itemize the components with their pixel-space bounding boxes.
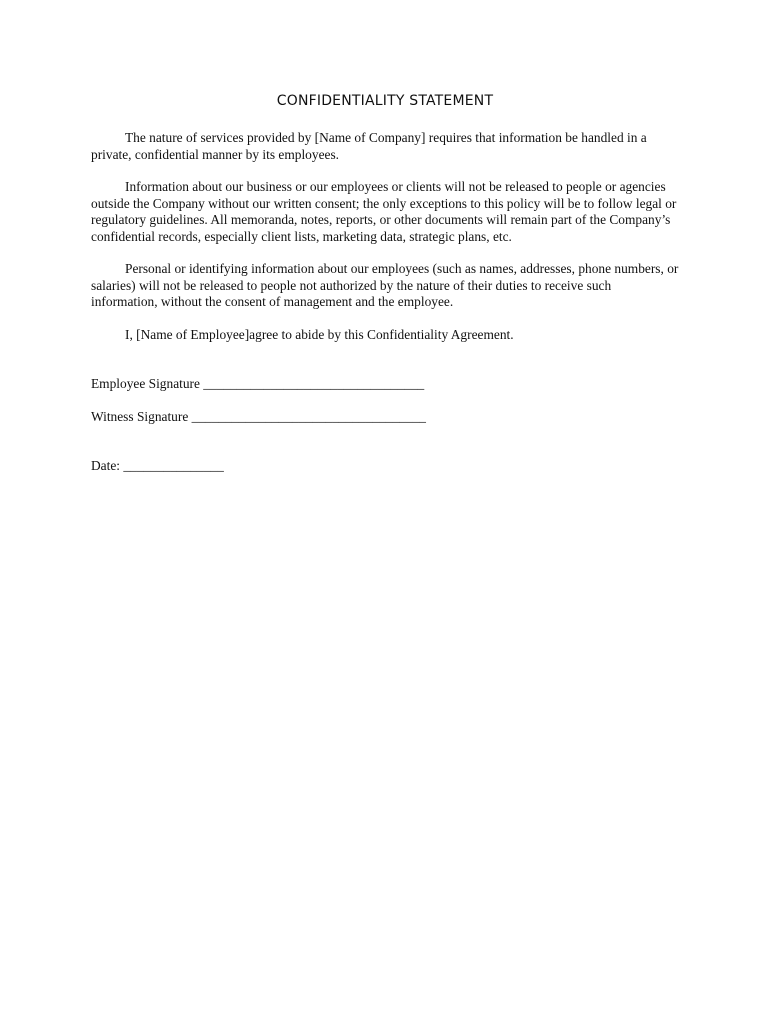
employee-signature-line[interactable]: Employee Signature _________________________________ bbox=[91, 376, 425, 391]
paragraph-text: Personal or identifying information about our employees (such as names, addresses, phone numbers, or salaries) will not be released to people not authorized by the nature of their duties to receive such information, without the consent of management and the employee. bbox=[91, 261, 679, 310]
paragraph-agreement bbox=[91, 327, 681, 344]
paragraph-text: Information about our business or our employees or clients will not be released to people or agencies outside the Company without our written consent; the only exceptions to this policy will be to follow legal or regulatory guidelines. All memoranda, notes, reports, or other documents will remain part of the Company’s confidential records, especially client lists, marketing data, strategic plans, etc. bbox=[91, 179, 677, 244]
witness-signature-line[interactable]: Witness Signature ___________________________________ bbox=[91, 409, 426, 424]
paragraph-text: I, [Name of Employee]agree to abide by this Confidentiality Agreement. bbox=[125, 327, 514, 342]
paragraph-text: The nature of services provided by [Name of Company] requires that information be handled in a private, confidential manner by its employees. bbox=[91, 130, 647, 162]
document-title: CONFIDENTIALITY STATEMENT bbox=[276, 93, 494, 109]
paragraph-information bbox=[91, 179, 681, 245]
paragraph-personal-info bbox=[91, 261, 681, 311]
paragraph-services bbox=[91, 130, 681, 163]
date-line[interactable]: Date: _______________ bbox=[91, 458, 224, 473]
